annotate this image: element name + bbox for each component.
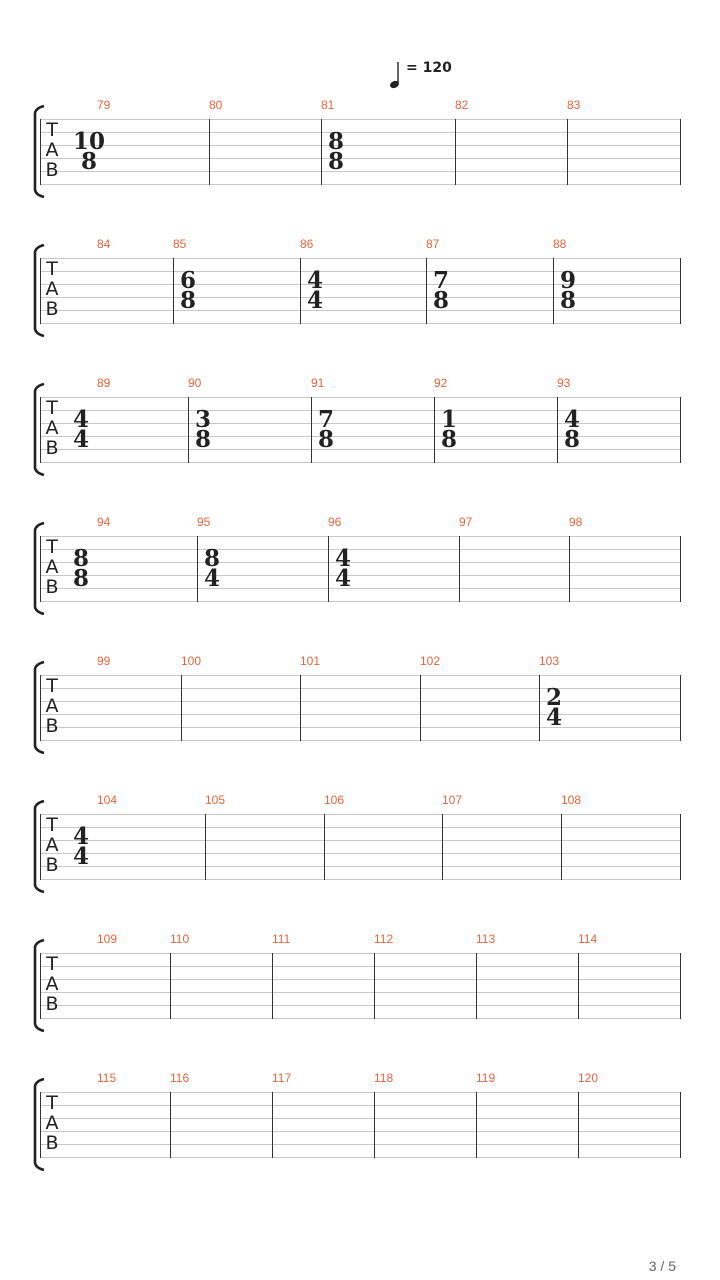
staff-line xyxy=(40,1131,680,1132)
time-signature xyxy=(328,128,345,175)
barline xyxy=(40,1092,41,1158)
measure-number: 87 xyxy=(426,237,440,251)
barline xyxy=(170,953,171,1019)
staff-line xyxy=(40,297,680,298)
time-signature xyxy=(564,406,581,453)
staff-line xyxy=(40,1144,680,1145)
time-signature-numerator: 3 xyxy=(195,406,212,433)
measure-number: 106 xyxy=(324,793,345,807)
time-signature-numerator: 8 xyxy=(328,128,345,155)
staff-line xyxy=(40,397,680,398)
barline xyxy=(539,675,540,741)
barline xyxy=(197,536,198,602)
barline xyxy=(205,814,206,880)
tab-system xyxy=(0,794,720,894)
measure-number: 117 xyxy=(272,1071,292,1085)
staff-line xyxy=(40,258,680,259)
barline xyxy=(680,536,681,602)
barline xyxy=(476,1092,477,1158)
staff-line xyxy=(40,323,680,324)
measure-number: 114 xyxy=(578,932,598,946)
time-signature xyxy=(73,128,106,175)
tempo-marking xyxy=(388,60,452,90)
staff-line xyxy=(40,423,680,424)
tab-clef-letter: A xyxy=(45,556,59,578)
time-signature-denominator: 4 xyxy=(204,565,221,592)
barline xyxy=(578,1092,579,1158)
staff-line xyxy=(40,171,680,172)
measure-number: 86 xyxy=(300,237,314,251)
barline xyxy=(300,675,301,741)
staff-line xyxy=(40,549,680,550)
time-signature-denominator: 4 xyxy=(546,704,563,731)
staff-line xyxy=(40,1005,680,1006)
time-signature-numerator: 8 xyxy=(204,545,221,572)
tab-clef-letter: T xyxy=(46,1092,58,1114)
barline xyxy=(553,258,554,324)
staff-line xyxy=(40,271,680,272)
time-signature-denominator: 4 xyxy=(307,287,324,314)
time-signature-numerator: 10 xyxy=(73,128,106,155)
measure-number: 99 xyxy=(97,654,111,668)
time-signature-numerator: 4 xyxy=(307,267,324,294)
staff-line xyxy=(40,145,680,146)
time-signature-denominator: 8 xyxy=(328,148,345,175)
tab-system xyxy=(0,238,720,338)
barline xyxy=(680,675,681,741)
measure-number: 115 xyxy=(97,1071,117,1085)
time-signature-denominator: 4 xyxy=(73,843,90,870)
staff-line xyxy=(40,1157,680,1158)
time-signature-denominator: 8 xyxy=(81,148,98,175)
tab-clef-letter: A xyxy=(45,1112,59,1134)
barline xyxy=(40,397,41,463)
time-signature-denominator: 8 xyxy=(433,287,450,314)
tab-clef-letter: B xyxy=(45,854,59,876)
measure-number: 79 xyxy=(97,98,111,112)
staff-line xyxy=(40,953,680,954)
measure-number: 94 xyxy=(97,515,111,529)
tab-system xyxy=(0,516,720,616)
barline xyxy=(181,675,182,741)
barline xyxy=(40,953,41,1019)
time-signature-denominator: 4 xyxy=(73,426,90,453)
tab-system xyxy=(0,655,720,755)
measure-number: 108 xyxy=(561,793,582,807)
measure-number: 80 xyxy=(209,98,223,112)
measure-number: 89 xyxy=(97,376,111,390)
barline xyxy=(40,675,41,741)
barline xyxy=(311,397,312,463)
staff-line xyxy=(40,688,680,689)
measure-number: 105 xyxy=(205,793,226,807)
time-signature-denominator: 8 xyxy=(195,426,212,453)
barline xyxy=(40,258,41,324)
barline xyxy=(680,814,681,880)
time-signature-numerator: 7 xyxy=(318,406,335,433)
tab-clef-letter: B xyxy=(45,1132,59,1154)
staff-line xyxy=(40,840,680,841)
staff-line xyxy=(40,436,680,437)
time-signature xyxy=(204,545,221,592)
staff-line xyxy=(40,184,680,185)
barline xyxy=(680,397,681,463)
tab-clef-letter: A xyxy=(45,139,59,161)
staff-line xyxy=(40,1018,680,1019)
measure-number: 95 xyxy=(197,515,211,529)
measure-number: 85 xyxy=(173,237,187,251)
measure-number: 113 xyxy=(476,932,496,946)
tab-system xyxy=(0,933,720,1033)
staff-line xyxy=(40,814,680,815)
tab-clef-letter: T xyxy=(46,258,58,280)
staff-line xyxy=(40,879,680,880)
barline xyxy=(209,119,210,185)
barline xyxy=(561,814,562,880)
measure-number: 103 xyxy=(539,654,560,668)
staff-line xyxy=(40,119,680,120)
staff-line xyxy=(40,853,680,854)
time-signature-denominator: 8 xyxy=(560,287,577,314)
measure-number: 88 xyxy=(553,237,567,251)
tab-clef-letter: A xyxy=(45,834,59,856)
time-signature-denominator: 8 xyxy=(564,426,581,453)
barline xyxy=(321,119,322,185)
time-signature-numerator: 8 xyxy=(73,545,90,572)
measure-number: 96 xyxy=(328,515,342,529)
measure-number: 100 xyxy=(181,654,202,668)
barline xyxy=(442,814,443,880)
tab-clef-letter: B xyxy=(45,993,59,1015)
measure-number: 82 xyxy=(455,98,469,112)
barline xyxy=(569,536,570,602)
measure-number: 102 xyxy=(420,654,441,668)
measure-number: 92 xyxy=(434,376,448,390)
barline xyxy=(328,536,329,602)
staff-line xyxy=(40,562,680,563)
staff-line xyxy=(40,979,680,980)
time-signature xyxy=(441,406,458,453)
barline xyxy=(40,814,41,880)
tab-system xyxy=(0,1072,720,1172)
measure-number: 104 xyxy=(97,793,118,807)
staff-line xyxy=(40,310,680,311)
staff-line xyxy=(40,449,680,450)
staff-line xyxy=(40,588,680,589)
barline xyxy=(272,953,273,1019)
barline xyxy=(374,1092,375,1158)
barline xyxy=(455,119,456,185)
time-signature-numerator: 9 xyxy=(560,267,577,294)
staff-line xyxy=(40,536,680,537)
barline xyxy=(680,1092,681,1158)
staff-line xyxy=(40,132,680,133)
barline xyxy=(324,814,325,880)
time-signature-numerator: 2 xyxy=(546,684,563,711)
page-number: 3 / 5 xyxy=(648,1258,676,1274)
measure-number: 83 xyxy=(567,98,581,112)
time-signature-denominator: 8 xyxy=(180,287,197,314)
barline xyxy=(426,258,427,324)
tab-clef-letter: A xyxy=(45,278,59,300)
time-signature-denominator: 8 xyxy=(73,565,90,592)
time-signature-denominator: 4 xyxy=(335,565,352,592)
staff-line xyxy=(40,727,680,728)
staff-line xyxy=(40,575,680,576)
staff-line xyxy=(40,866,680,867)
tab-clef-letter: T xyxy=(46,119,58,141)
tab-system xyxy=(0,99,720,199)
tempo-text: = 120 xyxy=(406,60,452,76)
time-signature-denominator: 8 xyxy=(441,426,458,453)
staff-line xyxy=(40,1092,680,1093)
staff-line xyxy=(40,601,680,602)
tab-clef-letter: B xyxy=(45,159,59,181)
staff-line xyxy=(40,158,680,159)
measure-number: 98 xyxy=(569,515,583,529)
time-signature xyxy=(73,823,90,870)
tab-clef-letter: A xyxy=(45,973,59,995)
time-signature-numerator: 4 xyxy=(335,545,352,572)
staff-line xyxy=(40,740,680,741)
time-signature-numerator: 4 xyxy=(73,823,90,850)
time-signature-denominator: 8 xyxy=(318,426,335,453)
time-signature xyxy=(307,267,324,314)
staff-line xyxy=(40,1105,680,1106)
measure-number: 97 xyxy=(459,515,473,529)
time-signature xyxy=(546,684,563,731)
measure-number: 120 xyxy=(578,1071,599,1085)
tab-clef-letter: A xyxy=(45,417,59,439)
tab-clef-letter: B xyxy=(45,576,59,598)
staff-line xyxy=(40,966,680,967)
barline xyxy=(434,397,435,463)
barline xyxy=(680,119,681,185)
measure-number: 90 xyxy=(188,376,202,390)
time-signature xyxy=(335,545,352,592)
barline xyxy=(459,536,460,602)
time-signature-numerator: 4 xyxy=(564,406,581,433)
barline xyxy=(300,258,301,324)
quarter-note-icon xyxy=(388,60,402,90)
time-signature-numerator: 1 xyxy=(441,406,458,433)
barline xyxy=(557,397,558,463)
tab-system xyxy=(0,377,720,477)
measure-number: 110 xyxy=(170,932,190,946)
tab-clef-letter: T xyxy=(46,397,58,419)
barline xyxy=(173,258,174,324)
measure-number: 109 xyxy=(97,932,118,946)
measure-number: 119 xyxy=(476,1071,496,1085)
barline xyxy=(170,1092,171,1158)
time-signature xyxy=(73,406,90,453)
barline xyxy=(188,397,189,463)
barline xyxy=(567,119,568,185)
measure-number: 101 xyxy=(300,654,321,668)
tab-clef-letter: B xyxy=(45,437,59,459)
measure-number: 111 xyxy=(272,932,291,946)
measure-number: 81 xyxy=(321,98,335,112)
time-signature xyxy=(318,406,335,453)
tab-clef-letter: T xyxy=(46,814,58,836)
measure-number: 118 xyxy=(374,1071,394,1085)
tab-clef-letter: T xyxy=(46,536,58,558)
measure-number: 116 xyxy=(170,1071,190,1085)
barline xyxy=(40,119,41,185)
tab-clef-letter: A xyxy=(45,695,59,717)
barline xyxy=(680,258,681,324)
tab-clef-letter: T xyxy=(46,675,58,697)
measure-number: 93 xyxy=(557,376,571,390)
staff-line xyxy=(40,827,680,828)
barline xyxy=(680,953,681,1019)
time-signature xyxy=(180,267,197,314)
staff-line xyxy=(40,714,680,715)
measure-number: 112 xyxy=(374,932,394,946)
barline xyxy=(374,953,375,1019)
staff-line xyxy=(40,462,680,463)
staff-line xyxy=(40,284,680,285)
measure-number: 84 xyxy=(97,237,111,251)
barline xyxy=(476,953,477,1019)
time-signature xyxy=(560,267,577,314)
barline xyxy=(420,675,421,741)
time-signature xyxy=(73,545,90,592)
time-signature xyxy=(195,406,212,453)
time-signature xyxy=(433,267,450,314)
barline xyxy=(578,953,579,1019)
barline xyxy=(40,536,41,602)
tab-clef-letter: B xyxy=(45,715,59,737)
measure-number: 91 xyxy=(311,376,325,390)
staff-line xyxy=(40,701,680,702)
time-signature-numerator: 7 xyxy=(433,267,450,294)
tab-clef-letter: B xyxy=(45,298,59,320)
staff-line xyxy=(40,1118,680,1119)
time-signature-numerator: 6 xyxy=(180,267,197,294)
time-signature-numerator: 4 xyxy=(73,406,90,433)
staff-line xyxy=(40,992,680,993)
barline xyxy=(272,1092,273,1158)
tab-clef-letter: T xyxy=(46,953,58,975)
measure-number: 107 xyxy=(442,793,463,807)
staff-line xyxy=(40,410,680,411)
staff-line xyxy=(40,675,680,676)
